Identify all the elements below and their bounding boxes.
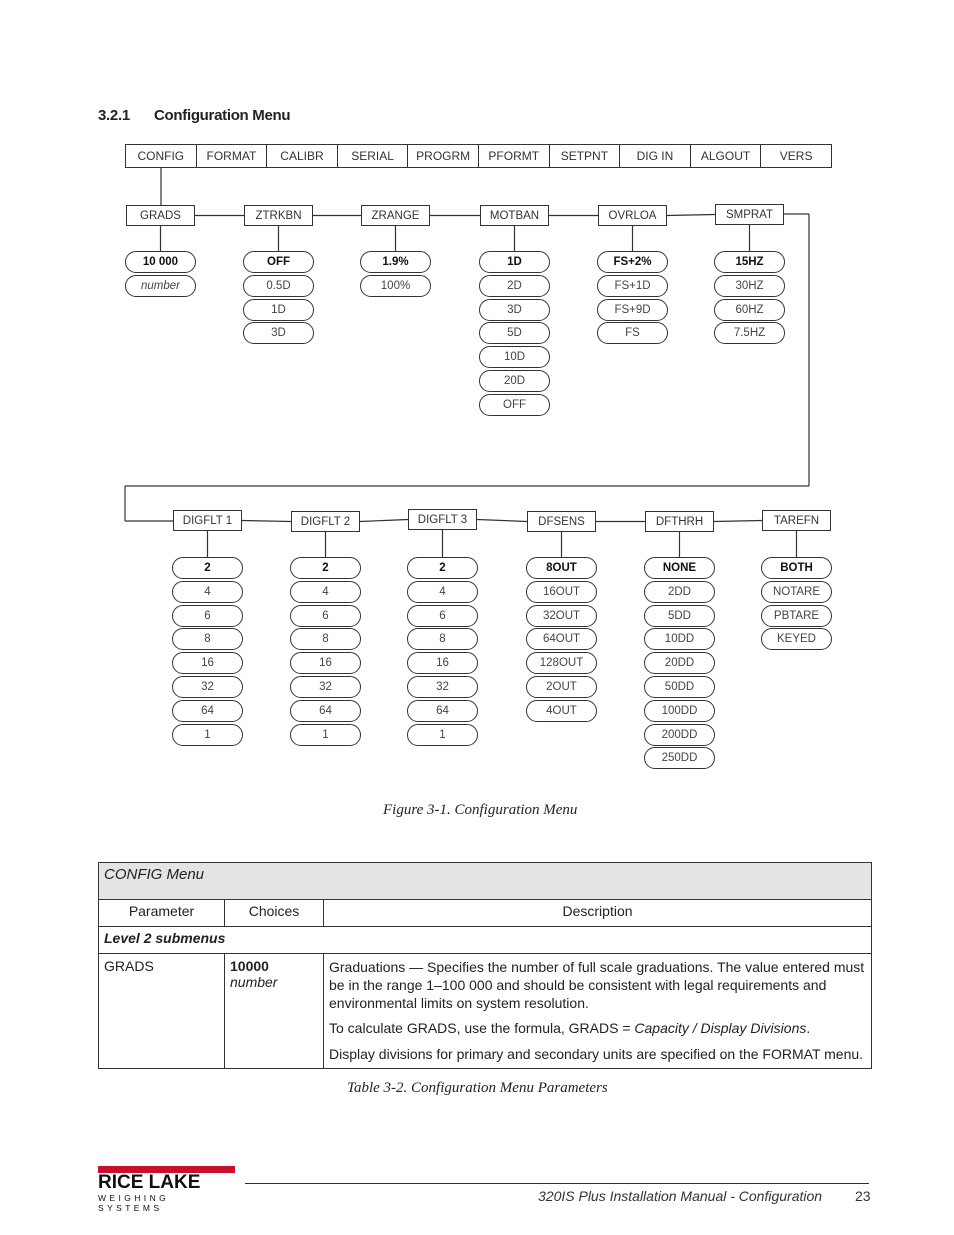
option-smprat-2[interactable]: 60HZ (714, 299, 785, 321)
option-grads-1[interactable]: number (125, 275, 196, 297)
option-motban-5[interactable]: 20D (479, 370, 550, 392)
top-menu-pformt[interactable]: PFORMT (479, 145, 550, 167)
description-paragraph-2 (329, 1019, 866, 1037)
submenu-motban[interactable]: MOTBAN (480, 205, 549, 226)
option-motban-4[interactable]: 10D (479, 346, 550, 368)
formula-prefix: To calculate GRADS, use the formula, GRADS = (329, 1020, 635, 1036)
option-digflt-3-5[interactable]: 32 (407, 676, 478, 698)
option-tarefn-2[interactable]: PBTARE (761, 605, 832, 627)
option-grads-0[interactable]: 10 000 (125, 251, 196, 273)
top-menu-serial[interactable]: SERIAL (338, 145, 409, 167)
formula-suffix: . (806, 1020, 811, 1036)
logo-sub-text: WEIGHING SYSTEMS (98, 1193, 170, 1213)
choice-alt: number (230, 974, 278, 990)
top-menu-config[interactable]: CONFIG (126, 145, 197, 167)
cell-description (324, 954, 872, 1069)
table-row (99, 954, 872, 1069)
config-parameters-table (98, 862, 872, 1069)
option-tarefn-0[interactable]: BOTH (761, 557, 832, 579)
option-digflt-3-2[interactable]: 6 (407, 605, 478, 627)
description-paragraph-1: Graduations — Specifies the number of full scale graduations. The value entered must be in the range 1–100 000 and should be consistent with legal requirements and environmental limits on system resolution. (329, 959, 865, 1011)
header-choices: Choices (225, 900, 324, 927)
option-digflt-2-1[interactable]: 4 (290, 581, 361, 603)
option-smprat-0[interactable]: 15HZ (714, 251, 785, 273)
option-dfsens-6[interactable]: 4OUT (526, 700, 597, 722)
top-menu-format[interactable]: FORMAT (197, 145, 268, 167)
option-dfthrh-2[interactable]: 5DD (644, 605, 715, 627)
table-subheading: Level 2 submenus (99, 927, 872, 954)
submenu-zrange[interactable]: ZRANGE (361, 205, 430, 226)
option-dfthrh-1[interactable]: 2DD (644, 581, 715, 603)
header-description: Description (324, 900, 872, 927)
connector-line (667, 215, 715, 216)
cell-parameter: GRADS (99, 954, 225, 1069)
option-dfthrh-5[interactable]: 50DD (644, 676, 715, 698)
option-ztrkbn-0[interactable]: OFF (243, 251, 314, 273)
option-dfsens-2[interactable]: 32OUT (526, 605, 597, 627)
option-dfthrh-0[interactable]: NONE (644, 557, 715, 579)
submenu-digflt-1[interactable]: DIGFLT 1 (173, 510, 242, 531)
submenu-smprat[interactable]: SMPRAT (715, 204, 784, 225)
option-digflt-2-4[interactable]: 16 (290, 652, 361, 674)
table-title-row (99, 863, 872, 900)
top-menu-setpnt[interactable]: SETPNT (550, 145, 621, 167)
submenu-digflt-2[interactable]: DIGFLT 2 (291, 511, 360, 532)
option-dfthrh-6[interactable]: 100DD (644, 700, 715, 722)
option-dfthrh-3[interactable]: 10DD (644, 628, 715, 650)
option-tarefn-3[interactable]: KEYED (761, 628, 832, 650)
table-title: CONFIG Menu (99, 863, 872, 900)
table-header-row (99, 900, 872, 927)
option-digflt-1-5[interactable]: 32 (172, 676, 243, 698)
option-digflt-1-0[interactable]: 2 (172, 557, 243, 579)
option-ztrkbn-1[interactable]: 0.5D (243, 275, 314, 297)
option-ztrkbn-2[interactable]: 1D (243, 299, 314, 321)
option-dfsens-0[interactable]: 8OUT (526, 557, 597, 579)
option-digflt-3-7[interactable]: 1 (407, 724, 478, 746)
option-digflt-2-5[interactable]: 32 (290, 676, 361, 698)
page-number: 23 (855, 1188, 871, 1204)
option-dfsens-1[interactable]: 16OUT (526, 581, 597, 603)
option-dfthrh-8[interactable]: 250DD (644, 747, 715, 769)
figure-caption: Figure 3-1. Configuration Menu (383, 802, 578, 818)
option-digflt-1-7[interactable]: 1 (172, 724, 243, 746)
top-menu-dig-in[interactable]: DIG IN (620, 145, 691, 167)
connector-line (360, 520, 408, 522)
connector-line (242, 521, 291, 522)
option-dfsens-5[interactable]: 2OUT (526, 676, 597, 698)
option-digflt-2-3[interactable]: 8 (290, 628, 361, 650)
footer-title: 320IS Plus Installation Manual - Configuration (538, 1188, 823, 1204)
option-digflt-1-1[interactable]: 4 (172, 581, 243, 603)
rice-lake-logo (98, 1166, 235, 1213)
option-smprat-1[interactable]: 30HZ (714, 275, 785, 297)
formula-text: Capacity / Display Divisions (634, 1020, 807, 1036)
option-digflt-2-6[interactable]: 64 (290, 700, 361, 722)
option-dfthrh-7[interactable]: 200DD (644, 724, 715, 746)
choice-default: 10000 (230, 958, 269, 974)
table-subheading-row (99, 927, 872, 954)
option-digflt-1-2[interactable]: 6 (172, 605, 243, 627)
header-parameter: Parameter (99, 900, 225, 927)
submenu-digflt-3[interactable]: DIGFLT 3 (408, 509, 477, 530)
option-digflt-2-0[interactable]: 2 (290, 557, 361, 579)
option-motban-6[interactable]: OFF (479, 394, 550, 416)
option-motban-2[interactable]: 3D (479, 299, 550, 321)
option-digflt-3-3[interactable]: 8 (407, 628, 478, 650)
description-paragraph-3: Display divisions for primary and secondary units are specified on the FORMAT menu. (329, 1046, 864, 1062)
option-digflt-2-2[interactable]: 6 (290, 605, 361, 627)
connector-line (714, 521, 762, 522)
option-ztrkbn-3[interactable]: 3D (243, 322, 314, 344)
submenu-dfthrh[interactable]: DFTHRH (645, 511, 714, 532)
option-ovrloa-1[interactable]: FS+1D (597, 275, 668, 297)
option-motban-3[interactable]: 5D (479, 322, 550, 344)
option-motban-0[interactable]: 1D (479, 251, 550, 273)
option-digflt-2-7[interactable]: 1 (290, 724, 361, 746)
top-menu-calibr[interactable]: CALIBR (267, 145, 338, 167)
option-dfsens-3[interactable]: 64OUT (526, 628, 597, 650)
table-caption: Table 3-2. Configuration Menu Parameters (347, 1080, 608, 1096)
option-ovrloa-3[interactable]: FS (597, 322, 668, 344)
option-digflt-3-4[interactable]: 16 (407, 652, 478, 674)
option-digflt-1-3[interactable]: 8 (172, 628, 243, 650)
connector-line (477, 520, 527, 522)
option-digflt-3-1[interactable]: 4 (407, 581, 478, 603)
submenu-ovrloa[interactable]: OVRLOA (598, 205, 667, 226)
submenu-dfsens[interactable]: DFSENS (527, 511, 596, 532)
option-motban-1[interactable]: 2D (479, 275, 550, 297)
option-digflt-3-0[interactable]: 2 (407, 557, 478, 579)
option-dfsens-4[interactable]: 128OUT (526, 652, 597, 674)
footer-rule (245, 1183, 869, 1184)
option-ovrloa-0[interactable]: FS+2% (597, 251, 668, 273)
option-digflt-1-6[interactable]: 64 (172, 700, 243, 722)
submenu-ztrkbn[interactable]: ZTRKBN (244, 205, 313, 226)
option-digflt-1-4[interactable]: 16 (172, 652, 243, 674)
top-menu-algout[interactable]: ALGOUT (691, 145, 762, 167)
section-title: Configuration Menu (154, 107, 291, 124)
option-zrange-1[interactable]: 100% (360, 275, 431, 297)
cell-choices (225, 954, 324, 1069)
section-number: 3.2.1 (98, 107, 130, 124)
option-dfthrh-4[interactable]: 20DD (644, 652, 715, 674)
option-smprat-3[interactable]: 7.5HZ (714, 322, 785, 344)
logo-main-text: RICE LAKE (98, 1172, 201, 1193)
submenu-grads[interactable]: GRADS (126, 205, 195, 226)
option-zrange-0[interactable]: 1.9% (360, 251, 431, 273)
top-menu-vers[interactable]: VERS (779, 149, 813, 163)
option-digflt-3-6[interactable]: 64 (407, 700, 478, 722)
top-menu-progrm[interactable]: PROGRM (408, 145, 479, 167)
option-ovrloa-2[interactable]: FS+9D (597, 299, 668, 321)
submenu-tarefn[interactable]: TAREFN (762, 510, 831, 531)
option-tarefn-1[interactable]: NOTARE (761, 581, 832, 603)
